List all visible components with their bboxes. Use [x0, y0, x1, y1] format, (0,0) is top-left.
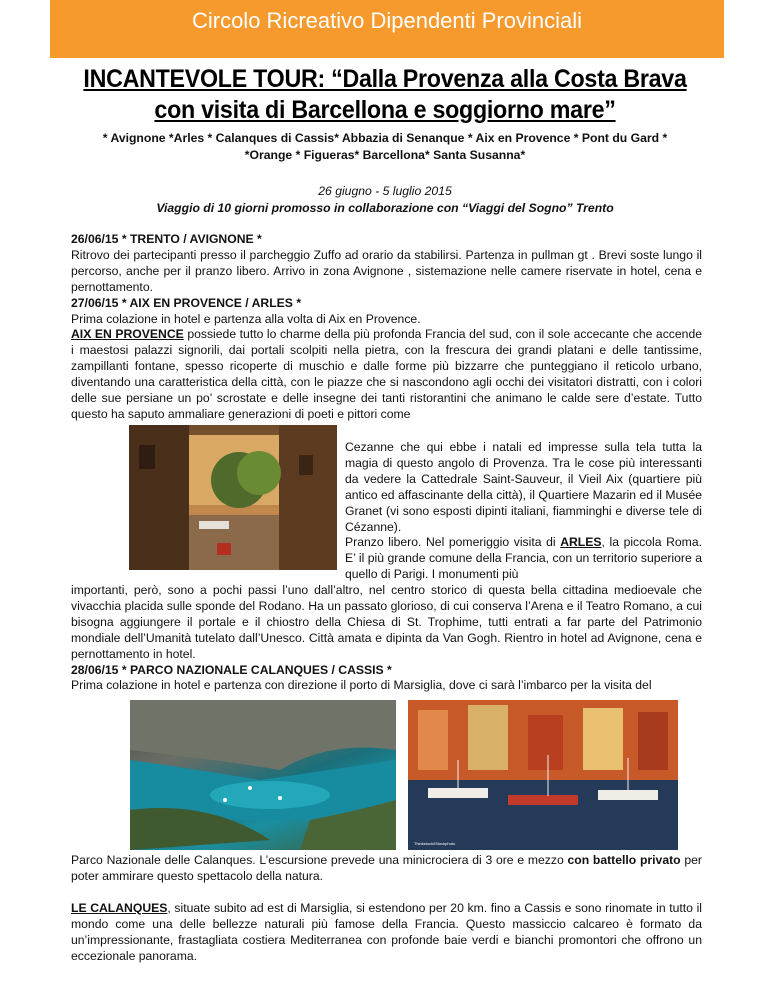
arles-continuation	[71, 583, 702, 694]
calanques-photo-graphic	[130, 700, 396, 850]
calanques-name: LE CALANQUES	[71, 900, 168, 915]
aix-photo	[129, 425, 337, 570]
cassis-caption: Thinkstock/iStockphoto	[414, 841, 456, 846]
aix-text: possiede tutto lo charme della più profonda Francia del sud, con il sole accecante che accende i maestosi palazzi signorili, dai portali scolpiti nella pietra, con la frescura dei grandi platani e delle tantissime, zampillanti fontane, spesso ricoperte di muschio e dalle forme più bizzarre che punteggiano il reticolo urbano, diventando una caratteristica della città, con le piazze che si nascondono agli occhi dei visitatori distratti, con i colori delle sue persiane un po’ scrostate e delle insegne dei tanti ristorantini che animano le calde sere d’estate. Tutto questo ha saputo ammaliare generazioni di poeti e pittori come	[71, 327, 703, 421]
day2-intro: Prima colazione in hotel e partenza alla volta di Aix en Provence.	[71, 311, 421, 326]
cassis-photo	[408, 700, 678, 850]
arles-text-b: importanti, però, sono a pochi passi l’uno dall’altro, nel centro storico di questa bella cittadina medioevale che vivacchia placida sulle sponde del Rodano. Ha un passato glorioso, di cui conserva l’Arena e il Teatro Romano, a cui bisogna aggiungere il portale e il chiostro della Chiesa di St. Trophime, tutti entrati a far parte del Patrimonio mondiale dell’Umanità tutelato dall’Unesco. Città amata e dipinta da Van Gogh. Rientro in hotel ad Avignone, cena e pernottamento in hotel.	[71, 583, 702, 661]
cassis-photo-graphic	[408, 700, 678, 850]
day3-continuation	[71, 853, 702, 964]
arles-paragraph	[345, 535, 702, 583]
day3-heading: 28/06/15 * PARCO NAZIONALE CALANQUES / CASSIS *	[71, 662, 392, 677]
trip-period: 26 giugno - 5 luglio 2015	[318, 184, 452, 198]
destinations-line-2: *Orange * Figueras* Barcellona* Santa Susanna*	[244, 148, 526, 162]
page-title	[83, 64, 688, 126]
destinations-line-1: * Avignone *Arles * Calanques di Cassis* Abbazia di Senanque * Aix en Provence * Pont du Gard *	[102, 131, 668, 145]
destinations-list	[60, 130, 710, 164]
aix-paragraph	[71, 327, 702, 422]
trip-promo: Viaggio di 10 giorni promosso in collaborazione con “Viaggi del Sogno” Trento	[156, 201, 614, 215]
aix-continuation	[345, 440, 702, 583]
day3-cont-bold: con battello privato	[567, 853, 681, 867]
calanques-paragraph	[71, 901, 702, 965]
header-banner	[50, 0, 724, 58]
org-name: Circolo Ricreativo Dipendenti Provinciali	[191, 8, 583, 33]
calanques-text: , situate subito ad est di Marsiglia, si estendono per 20 km. fino a Cassis e sono rinomate in tutto il mondo come una delle bellezze naturali più famose della Francia. Questo massiccio calcareo è formato da un’impressionante, frastagliata costiera Mediterranea con profonde baie verdi e bianchi promontori che offrono un eccezionale panorama.	[71, 900, 702, 963]
day3-cont-a: Parco Nazionale delle Calanques. L’escursione prevede una minicrociera di 3 ore e mezzo	[71, 853, 568, 867]
day3-cont-paragraph	[71, 853, 702, 885]
arles-name: ARLES	[560, 535, 602, 550]
arles-pre: Pranzo libero. Nel pomeriggio visita di	[345, 535, 561, 550]
title-line-2: con visita di Barcellona e soggiorno mare”	[154, 96, 616, 124]
aix-text-b: Cezanne che qui ebbe i natali ed impresse sulla tela tutta la magia di questo angolo di Provenza. Tra le cose più interessanti da vedere la Cattedrale Saint-Sauveur, il Vieil Aix (quartiere più antico ed affascinante della città), il Quartiere Mazarin ed il Musée Granet (vi sono esposti dipinti italiani, fiamminghi e diverse tele di Cézanne).	[345, 440, 702, 534]
aix-photo-graphic	[129, 425, 337, 570]
aix-name: AIX EN PROVENCE	[71, 327, 184, 342]
day2-heading: 27/06/15 * AIX EN PROVENCE / ARLES *	[71, 295, 302, 310]
day1-text: Ritrovo dei partecipanti presso il parcheggio Zuffo ad orario da stabilirsi. Partenza in pullman gt . Brevi soste lungo il percorso, anche per il pranzo libero. Arrivo in zona Avignone , sistemazione nelle camere riservate in hotel, cena e pernottamento.	[71, 247, 702, 294]
day3-intro: Prima colazione in hotel e partenza con direzione il porto di Marsiglia, dove ci sarà l’imbarco per la visita del	[71, 678, 652, 693]
calanques-photo	[130, 700, 396, 850]
day1-heading: 26/06/15 * TRENTO / AVIGNONE *	[71, 232, 262, 246]
arles-text: , la piccola Roma. E’ il più grande comune della Francia, con un territorio superiore a quello di Parigi. I monumenti più	[345, 535, 702, 582]
title-line-1: INCANTEVOLE TOUR: “Dalla Provenza alla Costa Brava	[83, 65, 687, 93]
trip-dates	[60, 183, 710, 217]
day3-cont-b: per poter ammirare questo spettacolo della natura.	[71, 853, 702, 883]
day1-section	[71, 232, 702, 423]
